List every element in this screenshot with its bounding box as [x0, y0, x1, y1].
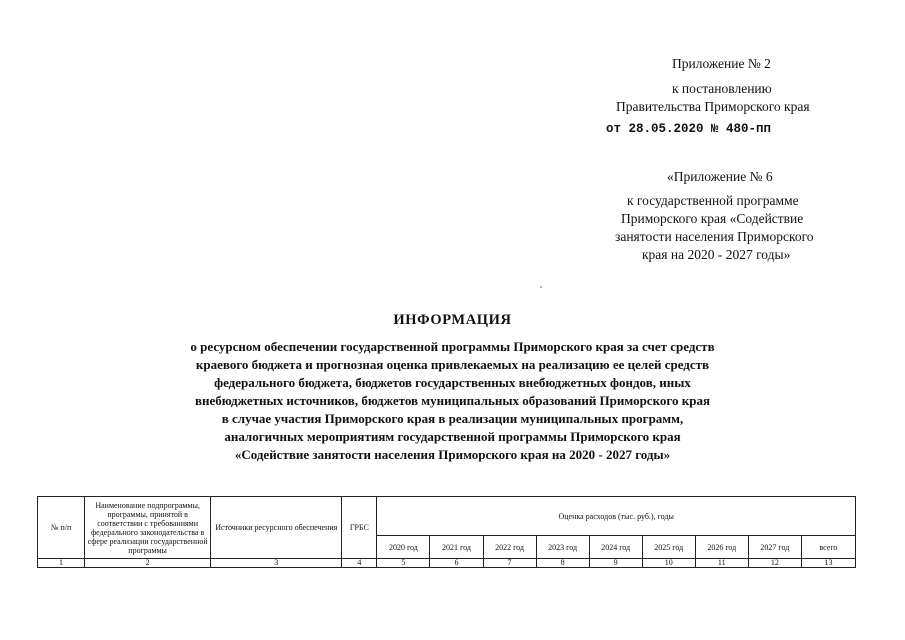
- column-number: 2: [85, 559, 211, 568]
- table-column-numbers-row: [38, 559, 856, 568]
- header-year: 2026 год: [695, 536, 748, 559]
- column-number: 3: [211, 559, 342, 568]
- header-year: 2023 год: [536, 536, 589, 559]
- column-number: 8: [536, 559, 589, 568]
- column-number: 13: [801, 559, 855, 568]
- table-header-row: [38, 497, 856, 536]
- appendix-6-line-1: к государственной программе: [627, 193, 799, 208]
- header-grbs: ГРБС: [342, 497, 377, 559]
- resolution-date-number: от 28.05.2020 № 480-пп: [606, 122, 772, 136]
- to-resolution-label: к постановлению: [672, 81, 772, 96]
- appendix-6-line-3: занятости населения Приморского: [615, 229, 814, 244]
- resource-table: [37, 496, 856, 568]
- body-line-1: о ресурсном обеспечении государственной программы Приморского края за счет средств: [190, 339, 715, 354]
- header-year: 2024 год: [589, 536, 642, 559]
- column-number: 6: [430, 559, 483, 568]
- appendix-6-label: «Приложение № 6: [667, 169, 773, 184]
- document-title: ИНФОРМАЦИЯ: [393, 312, 512, 328]
- government-label: Правительства Приморского края: [616, 99, 810, 114]
- column-number: 4: [342, 559, 377, 568]
- body-line-7: «Содействие занятости населения Приморского края на 2020 - 2027 годы»: [234, 447, 671, 462]
- appendix-6-line-4: края на 2020 - 2027 годы»: [642, 247, 791, 262]
- scan-speck: [540, 286, 542, 288]
- column-number: 10: [642, 559, 695, 568]
- body-line-3: федерального бюджета, бюджетов государственных внебюджетных фондов, иных: [214, 375, 691, 390]
- header-funding-sources: Источники ресурсного обеспечения: [211, 497, 342, 559]
- header-year: 2021 год: [430, 536, 483, 559]
- header-year: 2020 год: [377, 536, 430, 559]
- column-number: 7: [483, 559, 536, 568]
- header-total: всего: [801, 536, 855, 559]
- header-year: 2025 год: [642, 536, 695, 559]
- column-number: 12: [748, 559, 801, 568]
- column-number: 5: [377, 559, 430, 568]
- body-line-5: в случае участия Приморского края в реализации муниципальных программ,: [221, 411, 684, 426]
- body-line-6: аналогичных мероприятиям государственной программы Приморского края: [224, 429, 681, 444]
- header-number: № п/п: [38, 497, 85, 559]
- column-number: 9: [589, 559, 642, 568]
- body-line-4: внебюджетных источников, бюджетов муниципальных образований Приморского края: [195, 393, 710, 408]
- header-program-name: Наименование подпрограммы, программы, принятой в соответствии с требованиями федерального законодательства в сфере реализации государственной программы: [85, 497, 211, 559]
- appendix-6-line-2: Приморского края «Содействие: [621, 211, 804, 226]
- header-year: 2022 год: [483, 536, 536, 559]
- column-number: 1: [38, 559, 85, 568]
- appendix-2-label: Приложение № 2: [672, 56, 771, 71]
- column-number: 11: [695, 559, 748, 568]
- header-year: 2027 год: [748, 536, 801, 559]
- body-line-2: краевого бюджета и прогнозная оценка привлекаемых на реализацию ее целей средств: [195, 357, 710, 372]
- header-expense-estimate: Оценка расходов (тыс. руб.), годы: [377, 497, 856, 536]
